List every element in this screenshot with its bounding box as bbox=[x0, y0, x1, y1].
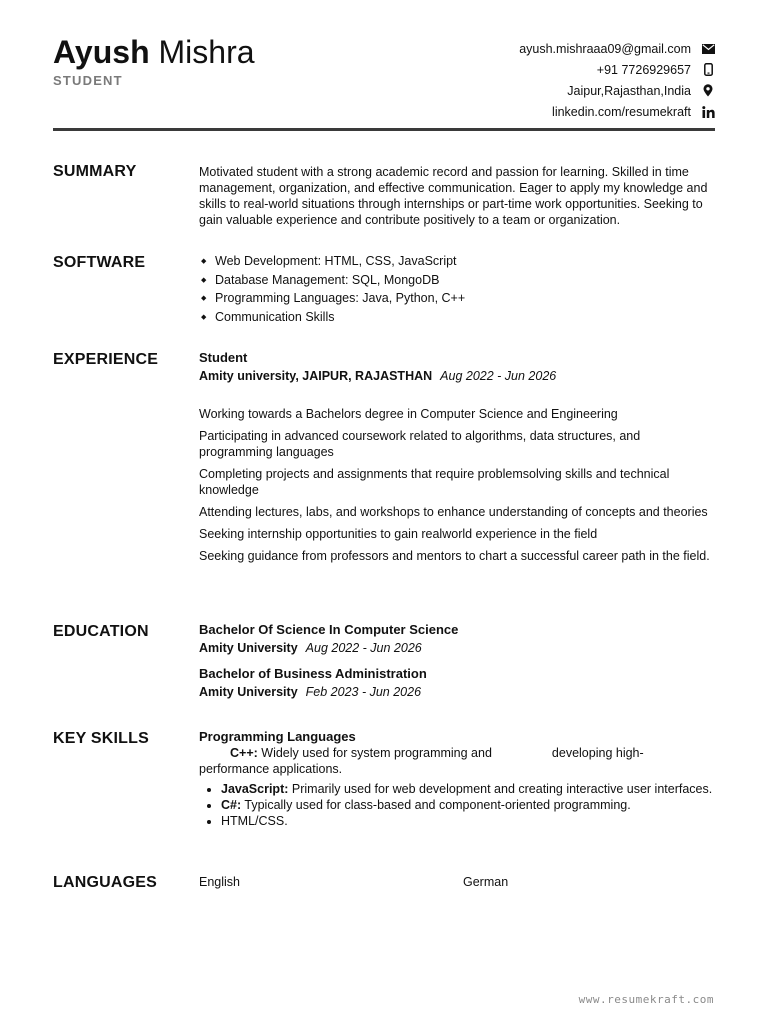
date-range: Aug 2022 - Jun 2026 bbox=[440, 369, 557, 383]
experience-bullets bbox=[199, 406, 715, 564]
list-item: ◆ Web Development: HTML, CSS, JavaScript bbox=[199, 253, 715, 272]
summary-text: Motivated student with a strong academic record and passion for learning. Skilled in time management, organization, and effective communication. Eager to apply my knowledge and skills to real-world situations through internships or part-time work opportunities. Seeking to gain valuable experience and contribute positively to a team or organization. bbox=[199, 165, 708, 227]
section-title: SUMMARY bbox=[53, 163, 137, 180]
skill-label: C++: bbox=[230, 746, 258, 760]
date-range: Aug 2022 - Jun 2026 bbox=[305, 641, 422, 655]
skill-text: Typically used for class-based and component-oriented programming. bbox=[241, 798, 631, 812]
list-item: Attending lectures, labs, and workshops to enhance understanding of concepts and theories bbox=[199, 505, 708, 519]
list-item: Seeking guidance from professors and mentors to chart a successful career path in the field. bbox=[199, 549, 710, 563]
linkedin-icon bbox=[701, 105, 715, 119]
position-title: Student bbox=[199, 350, 248, 365]
skills-list bbox=[199, 781, 715, 829]
cpp-skill bbox=[199, 745, 715, 777]
languages-body bbox=[199, 874, 715, 890]
school-name: Amity University bbox=[199, 641, 298, 655]
education-entry bbox=[199, 622, 715, 656]
list-item: Participating in advanced coursework related to algorithms, data structures, and programming languages bbox=[199, 429, 641, 459]
list-item: ◆ Database Management: SQL, MongoDB bbox=[199, 272, 715, 291]
section-title: SOFTWARE bbox=[53, 254, 146, 271]
footer-watermark[interactable]: www.resumekraft.com bbox=[578, 993, 714, 1006]
skill-text: Widely used for system programming and bbox=[257, 746, 492, 760]
linkedin-text[interactable]: linkedin.com/resumekraft bbox=[552, 104, 691, 119]
list-item bbox=[221, 781, 715, 797]
section-title: LANGUAGES bbox=[53, 874, 158, 891]
organization: Amity university, JAIPUR, RAJASTHAN bbox=[199, 369, 433, 383]
list-item bbox=[221, 797, 715, 813]
education-body bbox=[199, 622, 715, 700]
phone-text[interactable]: +91 7726929657 bbox=[596, 62, 691, 77]
list-item: ◆ Communication Skills bbox=[199, 309, 715, 328]
contact-linkedin[interactable] bbox=[519, 101, 715, 122]
skills-heading: Programming Languages bbox=[199, 729, 356, 744]
language-item: English bbox=[199, 875, 240, 889]
education-entry bbox=[199, 666, 715, 700]
section-title: EDUCATION bbox=[53, 623, 149, 640]
envelope-icon bbox=[701, 42, 715, 56]
degree-title: Bachelor of Business Administration bbox=[199, 666, 427, 681]
education-meta bbox=[199, 640, 715, 656]
list-item: Working towards a Bachelors degree in Computer Science and Engineering bbox=[199, 407, 618, 421]
skill-text-wrap: performance applications. bbox=[199, 762, 343, 776]
skill-label: JavaScript: bbox=[221, 782, 289, 796]
school-name: Amity University bbox=[199, 685, 298, 699]
contact-location bbox=[519, 80, 715, 101]
contact-block bbox=[519, 38, 715, 122]
key-skills-body bbox=[199, 729, 715, 829]
last-name: Mishra bbox=[158, 34, 255, 70]
section-title: EXPERIENCE bbox=[53, 351, 159, 368]
skill-label: C#: bbox=[221, 798, 242, 812]
header-divider bbox=[53, 128, 715, 131]
list-item: Completing projects and assignments that require problemsolving skills and technical knowledge bbox=[199, 467, 670, 497]
job-title: STUDENT bbox=[53, 73, 123, 88]
date-range: Feb 2023 - Jun 2026 bbox=[305, 685, 422, 699]
experience-body bbox=[199, 350, 715, 570]
skill-text: Primarily used for web development and creating interactive user interfaces. bbox=[288, 782, 713, 796]
skill-text: HTML/CSS. bbox=[221, 814, 288, 828]
first-name: Ayush bbox=[53, 34, 150, 70]
position-meta bbox=[199, 368, 715, 384]
software-list bbox=[199, 253, 715, 327]
contact-email[interactable] bbox=[519, 38, 715, 59]
language-item: German bbox=[463, 875, 509, 889]
section-title: KEY SKILLS bbox=[53, 730, 149, 747]
software-body bbox=[199, 253, 715, 327]
languages-row bbox=[199, 874, 715, 890]
degree-title: Bachelor Of Science In Computer Science bbox=[199, 622, 459, 637]
education-meta bbox=[199, 684, 715, 700]
list-item: Seeking internship opportunities to gain realworld experience in the field bbox=[199, 527, 598, 541]
contact-phone[interactable] bbox=[519, 59, 715, 80]
location-pin-icon bbox=[701, 84, 715, 98]
list-item bbox=[221, 813, 715, 829]
skill-text-continued: developing high- bbox=[551, 746, 644, 760]
phone-icon bbox=[701, 63, 715, 77]
list-item: ◆ Programming Languages: Java, Python, C++ bbox=[199, 290, 715, 309]
location-text: Jaipur,Rajasthan,India bbox=[567, 83, 691, 98]
resume-header bbox=[53, 32, 715, 119]
email-text[interactable]: ayush.mishraaa09@gmail.com bbox=[519, 41, 691, 56]
